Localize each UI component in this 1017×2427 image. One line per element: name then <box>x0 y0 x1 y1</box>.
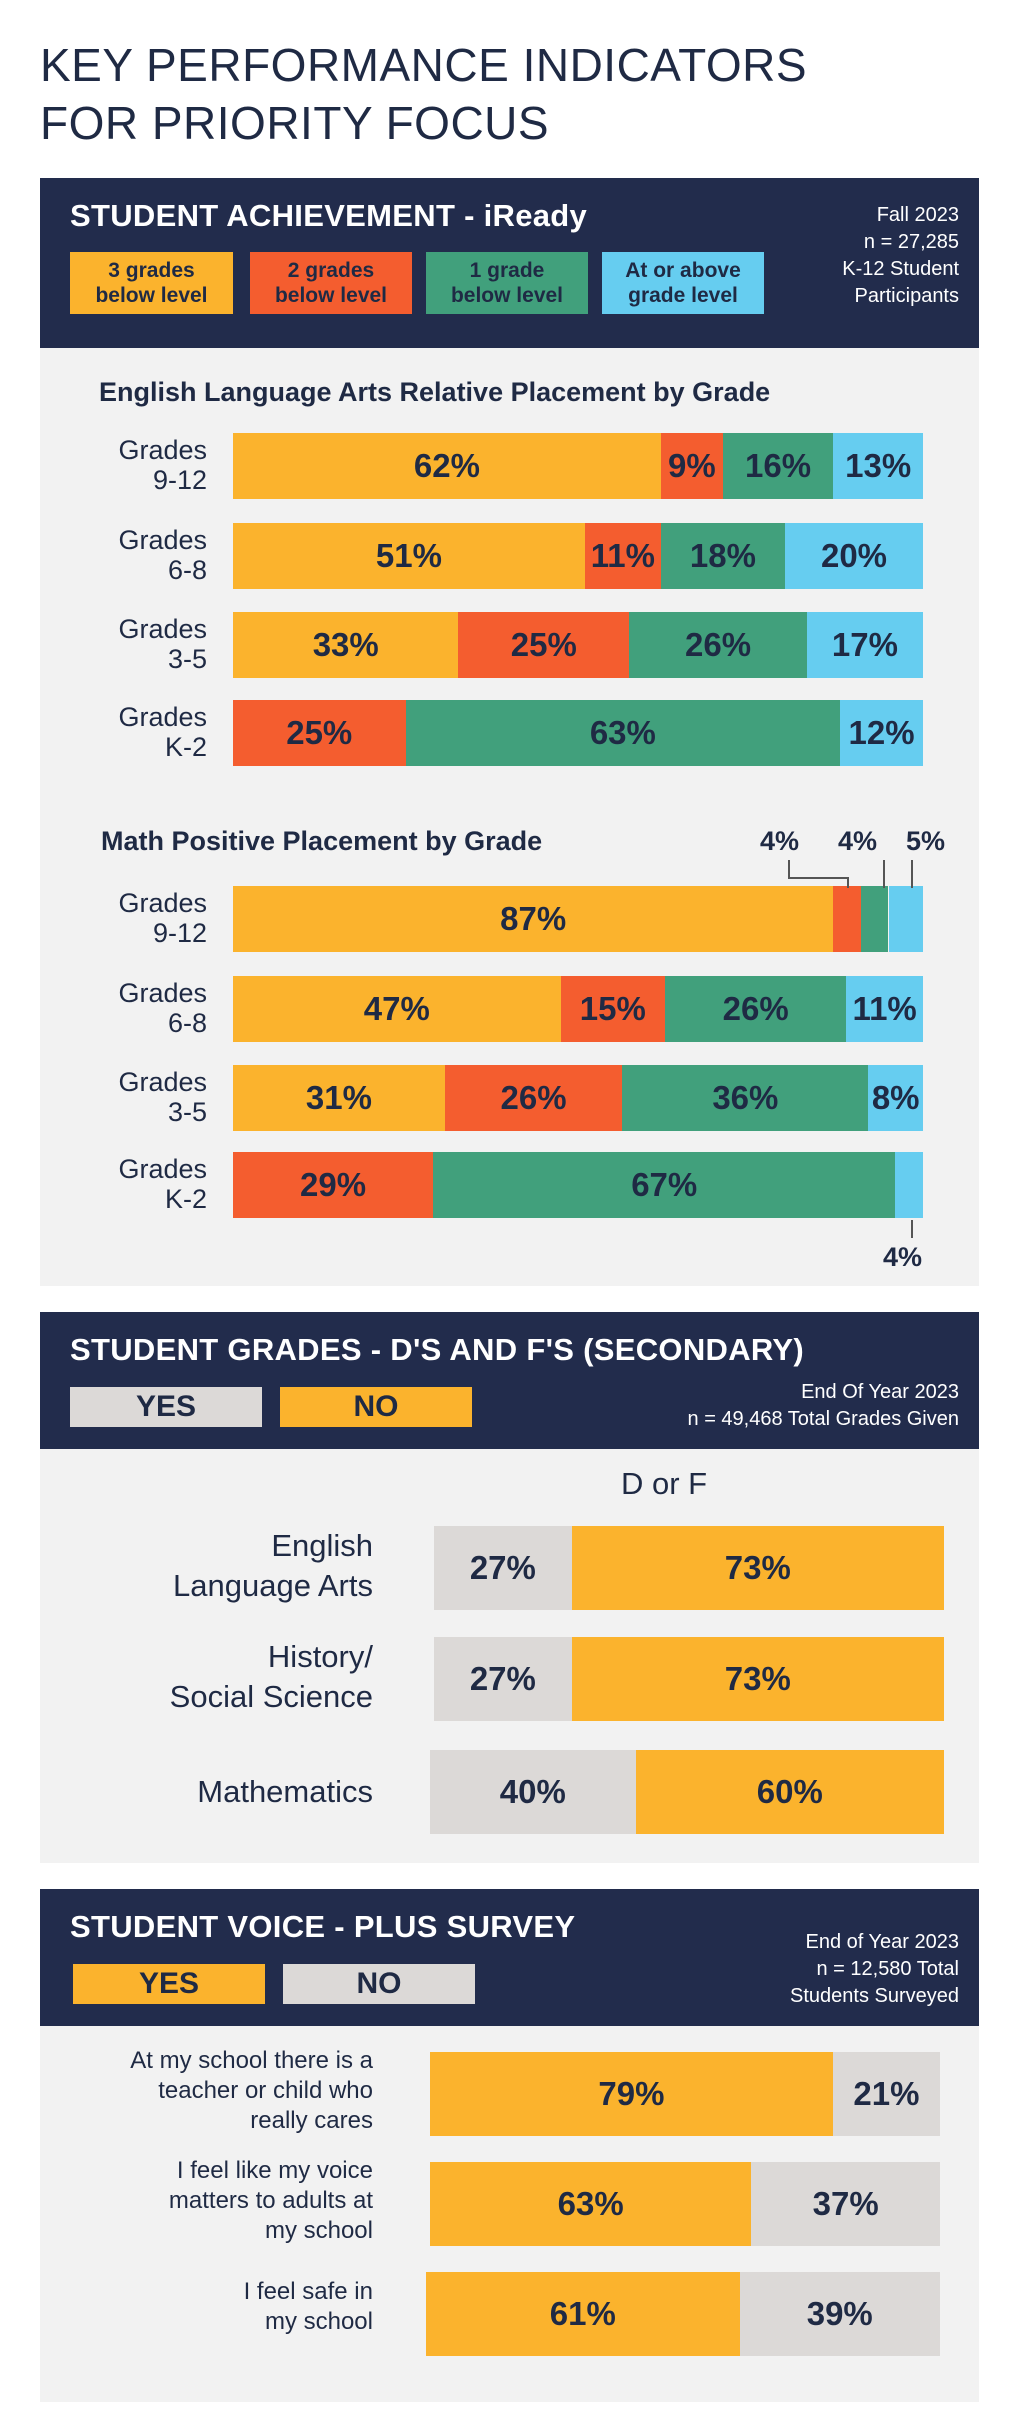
math-chart-title: Math Positive Placement by Grade <box>101 826 543 856</box>
row-label-line: my school <box>264 2217 373 2244</box>
voice-header <box>40 1889 979 2026</box>
row-label-line: 9-12 <box>152 465 207 495</box>
bar-segment: 11% <box>585 523 661 589</box>
ela-chart-title: English Language Arts Relative Placement by Grade <box>99 377 771 407</box>
row-label-line: K-2 <box>164 1184 207 1214</box>
row-label <box>60 1526 373 1606</box>
bar-segment: 8% <box>868 1065 923 1131</box>
legend-at-or-above-line1: At or above <box>625 259 741 282</box>
voice-meta-line: End of Year 2023 <box>805 1931 959 1953</box>
grades-meta-line: n = 49,468 Total Grades Given <box>687 1408 959 1430</box>
grades-meta-line: End Of Year 2023 <box>801 1381 959 1403</box>
bar-segment: 40% <box>430 1750 636 1834</box>
row-label-line: Grades <box>118 888 207 918</box>
bar-segment: 36% <box>622 1065 868 1131</box>
voice-legend-no: NO <box>283 1964 475 2004</box>
grades-title: STUDENT GRADES - D'S AND F'S (SECONDARY) <box>70 1332 805 1367</box>
bar-segment: 11% <box>846 976 923 1042</box>
page-title-line-2: FOR PRIORITY FOCUS <box>40 97 550 149</box>
bar-segment: 63% <box>406 700 841 766</box>
voice-legend-yes: YES <box>73 1964 265 2004</box>
bar-segment: 26% <box>629 612 807 678</box>
bar-segment: 20% <box>785 523 923 589</box>
bar-segment: 16% <box>723 433 833 499</box>
achievement-meta-line: n = 27,285 <box>863 231 959 253</box>
math-callout-1-below: 4% <box>838 826 878 856</box>
bar-segment: 39% <box>740 2272 940 2356</box>
row-label-line: At my school there is a <box>130 2047 373 2074</box>
row-label-line: 3-5 <box>167 1097 207 1127</box>
row-label-line: 6-8 <box>167 1008 207 1038</box>
legend-at-or-above-line2: grade level <box>628 284 738 307</box>
achievement-title: STUDENT ACHIEVEMENT - iReady <box>70 198 588 233</box>
bar-segment: 60% <box>636 1750 944 1834</box>
row-label-line: 6-8 <box>167 555 207 585</box>
bar-segment: 18% <box>661 523 785 589</box>
math-callout-k2-at-or-above: 4% <box>883 1242 923 1272</box>
row-label-line: K-2 <box>164 732 207 762</box>
bar-segment: 13% <box>833 433 923 499</box>
grades-meta <box>688 1379 959 1433</box>
row-label-line: Grades <box>118 702 207 732</box>
callout-leader-line <box>789 860 848 888</box>
achievement-meta-line: Participants <box>854 285 959 307</box>
bar-segment: 67% <box>433 1152 895 1218</box>
bar-segment: 62% <box>233 433 661 499</box>
voice-meta <box>790 1929 959 2010</box>
voice-meta-line: Students Surveyed <box>790 1985 959 2007</box>
bar-segment: 26% <box>665 976 846 1042</box>
math-callout-2-below: 4% <box>760 826 800 856</box>
bar-segment: 27% <box>434 1526 572 1610</box>
bar-segment: 87% <box>233 886 833 952</box>
row-label-line: 3-5 <box>167 644 207 674</box>
bar-segment: 33% <box>233 612 458 678</box>
bar-segment: 79% <box>430 2052 833 2136</box>
row-label-line: really cares <box>250 2107 373 2134</box>
row-label-line: teacher or child who <box>158 2077 373 2104</box>
row-label-line: Grades <box>118 614 207 644</box>
row-label-line: Language Arts <box>173 1568 373 1603</box>
bar-segment: 61% <box>426 2272 740 2356</box>
row-label-line: Grades <box>118 1154 207 1184</box>
legend-2-below-line1: 2 grades <box>287 259 375 282</box>
row-label <box>40 2156 373 2246</box>
row-label-line: Grades <box>118 525 207 555</box>
bar-segment: 27% <box>434 1637 572 1721</box>
row-label-line: 9-12 <box>152 918 207 948</box>
row-label <box>40 2046 373 2136</box>
bar-segment: 37% <box>751 2162 940 2246</box>
grades-column-title: D or F <box>621 1466 708 1501</box>
bar-segment: 12% <box>840 700 923 766</box>
row-label-line: Social Science <box>169 1679 373 1714</box>
bar-segment: 47% <box>233 976 561 1042</box>
legend-2-below-line2: below level <box>274 284 388 307</box>
legend-3-below-line2: below level <box>95 284 208 307</box>
bar-segment: 25% <box>233 700 406 766</box>
row-label-line: my school <box>264 2308 373 2335</box>
bar-segment: 63% <box>430 2162 751 2246</box>
legend-1-below-line2: below level <box>450 284 564 307</box>
bar-segment: 73% <box>572 1637 944 1721</box>
row-label-line: Mathematics <box>197 1774 373 1809</box>
voice-title: STUDENT VOICE - PLUS SURVEY <box>70 1909 576 1944</box>
bar-segment: 21% <box>833 2052 940 2136</box>
bar-segment: 25% <box>458 612 629 678</box>
math-callout-at-or-above: 5% <box>906 826 946 856</box>
row-label-line: Grades <box>118 1067 207 1097</box>
legend-1-below-line1: 1 grade <box>469 259 545 282</box>
bar-segment: 26% <box>445 1065 623 1131</box>
bar-segment: 9% <box>661 433 723 499</box>
bar-segment: 73% <box>572 1526 944 1610</box>
achievement-meta-line: Fall 2023 <box>876 204 959 226</box>
bar-segment: 17% <box>807 612 923 678</box>
bar-segment: 51% <box>233 523 585 589</box>
achievement-meta-line: K-12 Student <box>842 258 959 280</box>
legend-3-below-line1: 3 grades <box>108 259 195 282</box>
row-label-line: Grades <box>118 978 207 1008</box>
row-label <box>60 1772 373 1812</box>
row-label-line: I feel safe in <box>243 2278 373 2305</box>
row-label-line: I feel like my voice <box>176 2157 373 2184</box>
grades-legend-yes: YES <box>70 1387 262 1427</box>
bar-segment: 29% <box>233 1152 433 1218</box>
row-label-line: English <box>271 1528 373 1563</box>
row-label <box>60 1637 373 1717</box>
grades-legend-no: NO <box>280 1387 472 1427</box>
page-title-line-1: KEY PERFORMANCE INDICATORS <box>40 39 808 91</box>
row-label-line: History/ <box>267 1639 373 1674</box>
bar-segment: 31% <box>233 1065 445 1131</box>
row-label <box>40 2277 373 2337</box>
bar-segment: 15% <box>561 976 666 1042</box>
grades-header <box>40 1312 979 1449</box>
row-label-line: matters to adults at <box>168 2187 373 2214</box>
voice-meta-line: n = 12,580 Total <box>816 1958 959 1980</box>
row-label-line: Grades <box>118 435 207 465</box>
